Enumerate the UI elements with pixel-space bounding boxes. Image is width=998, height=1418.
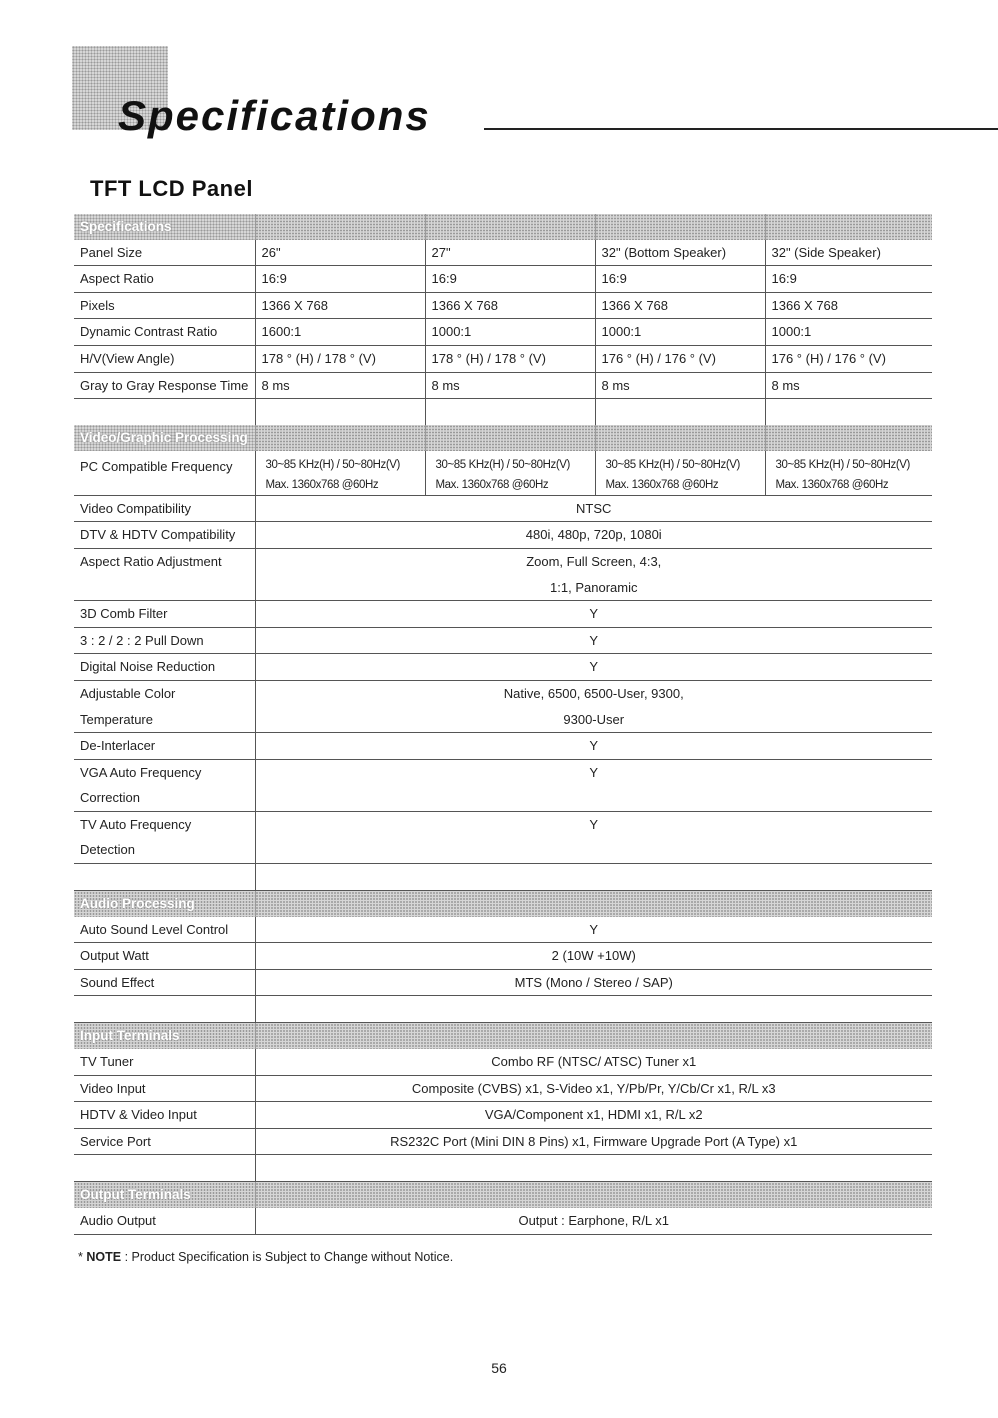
row-label: Sound Effect <box>74 969 255 996</box>
cell-value: 178 ° (H) / 178 ° (V) <box>425 345 595 372</box>
table-header-row <box>74 1182 932 1208</box>
table-row <box>74 345 932 372</box>
row-label: Video Compatibility <box>74 495 255 522</box>
table-row <box>74 451 932 496</box>
table-row <box>74 319 932 346</box>
row-label: Video Input <box>74 1075 255 1102</box>
cell-value: 16:9 <box>765 266 932 293</box>
header-output: Output Terminals <box>74 1182 255 1208</box>
header-video-graphic: Video/Graphic Processing <box>74 425 255 451</box>
row-label: H/V(View Angle) <box>74 345 255 372</box>
note-marker: * <box>78 1250 83 1264</box>
row-label: Output Watt <box>74 943 255 970</box>
cell-value: MTS (Mono / Stereo / SAP) <box>255 969 932 996</box>
row-label: De-Interlacer <box>74 733 255 760</box>
row-label: Aspect Ratio <box>74 266 255 293</box>
note-label: NOTE <box>86 1250 122 1264</box>
cell-value: 30~85 KHz(H) / 50~80Hz(V) Max. 1360x768 @60Hz <box>255 451 425 496</box>
table-row <box>74 372 932 399</box>
row-label: Panel Size <box>74 240 255 266</box>
row-label: HDTV & Video Input <box>74 1102 255 1129</box>
cell-value: 1366 X 768 <box>595 292 765 319</box>
row-label: PC Compatible Frequency <box>74 451 255 496</box>
row-label: Aspect Ratio Adjustment <box>74 548 255 600</box>
table-header-row <box>74 891 932 917</box>
cell-value: Native, 6500, 6500-User, 9300, 9300-User <box>255 680 932 732</box>
cell-value: Y <box>255 733 932 760</box>
page-title: Specifications <box>118 92 431 139</box>
cell-value: NTSC <box>255 495 932 522</box>
cell-value: RS232C Port (Mini DIN 8 Pins) x1, Firmware Upgrade Port (A Type) x1 <box>255 1128 932 1155</box>
row-label: 3D Comb Filter <box>74 601 255 628</box>
cell-value: 1366 X 768 <box>255 292 425 319</box>
row-label: VGA Auto Frequency Correction <box>74 759 255 811</box>
table-row <box>74 1208 932 1234</box>
table-row <box>74 1049 932 1075</box>
cell-value: 32" (Side Speaker) <box>765 240 932 266</box>
cell-value: 1600:1 <box>255 319 425 346</box>
cell-value: 27" <box>425 240 595 266</box>
row-label: Pixels <box>74 292 255 319</box>
table-row <box>74 811 932 863</box>
spec-table <box>74 214 932 1235</box>
table-row <box>74 917 932 943</box>
cell-value: 176 ° (H) / 176 ° (V) <box>595 345 765 372</box>
cell-value: Y <box>255 654 932 681</box>
table-row <box>74 759 932 811</box>
table-row <box>74 1128 932 1155</box>
cell-value: 1366 X 768 <box>425 292 595 319</box>
table-header-row <box>74 214 932 240</box>
cell-value: 30~85 KHz(H) / 50~80Hz(V) Max. 1360x768 @60Hz <box>765 451 932 496</box>
table-row <box>74 680 932 732</box>
cell-value: 16:9 <box>425 266 595 293</box>
table-row <box>74 601 932 628</box>
cell-value: 30~85 KHz(H) / 50~80Hz(V) Max. 1360x768 @60Hz <box>425 451 595 496</box>
table-row <box>74 627 932 654</box>
row-label: TV Tuner <box>74 1049 255 1075</box>
cell-value: 1000:1 <box>595 319 765 346</box>
page-number: 56 <box>491 1360 507 1376</box>
row-label: Dynamic Contrast Ratio <box>74 319 255 346</box>
table-row <box>74 943 932 970</box>
cell-value: Zoom, Full Screen, 4:3, 1:1, Panoramic <box>255 548 932 600</box>
table-row <box>74 548 932 600</box>
table-row <box>74 969 932 996</box>
cell-value: Y <box>255 811 932 863</box>
row-label: Adjustable Color Temperature <box>74 680 255 732</box>
table-row <box>74 1102 932 1129</box>
cell-value: 8 ms <box>595 372 765 399</box>
cell-value: VGA/Component x1, HDMI x1, R/L x2 <box>255 1102 932 1129</box>
cell-value: 8 ms <box>425 372 595 399</box>
table-row <box>74 495 932 522</box>
row-label: Digital Noise Reduction <box>74 654 255 681</box>
table-row <box>74 733 932 760</box>
row-label: 3 : 2 / 2 : 2 Pull Down <box>74 627 255 654</box>
table-row <box>74 1075 932 1102</box>
cell-value: 1000:1 <box>425 319 595 346</box>
cell-value: Output : Earphone, R/L x1 <box>255 1208 932 1234</box>
cell-value: 16:9 <box>255 266 425 293</box>
table-row <box>74 522 932 549</box>
footnote <box>78 1250 453 1264</box>
cell-value: Y <box>255 917 932 943</box>
table-row <box>74 266 932 293</box>
row-label: Audio Output <box>74 1208 255 1234</box>
cell-value: 2 (10W +10W) <box>255 943 932 970</box>
cell-value: 1000:1 <box>765 319 932 346</box>
cell-value: 32" (Bottom Speaker) <box>595 240 765 266</box>
cell-value: 176 ° (H) / 176 ° (V) <box>765 345 932 372</box>
cell-value: Y <box>255 601 932 628</box>
cell-value: 178 ° (H) / 178 ° (V) <box>255 345 425 372</box>
table-row <box>74 292 932 319</box>
row-label: TV Auto Frequency Detection <box>74 811 255 863</box>
table-header-row <box>74 1023 932 1049</box>
cell-value: 30~85 KHz(H) / 50~80Hz(V) Max. 1360x768 @60Hz <box>595 451 765 496</box>
cell-value: Y <box>255 627 932 654</box>
section-title: TFT LCD Panel <box>90 176 253 201</box>
cell-value: Composite (CVBS) x1, S-Video x1, Y/Pb/Pr, Y/Cb/Cr x1, R/L x3 <box>255 1075 932 1102</box>
row-label: Service Port <box>74 1128 255 1155</box>
cell-value: Combo RF (NTSC/ ATSC) Tuner x1 <box>255 1049 932 1075</box>
cell-value: 480i, 480p, 720p, 1080i <box>255 522 932 549</box>
title-rule <box>484 128 998 130</box>
cell-value: 8 ms <box>765 372 932 399</box>
table-row <box>74 240 932 266</box>
row-label: Gray to Gray Response Time <box>74 372 255 399</box>
header-input: Input Terminals <box>74 1023 255 1049</box>
cell-value: 8 ms <box>255 372 425 399</box>
header-specifications: Specifications <box>74 214 255 240</box>
cell-value: 26" <box>255 240 425 266</box>
cell-value: Y <box>255 759 932 811</box>
table-row <box>74 654 932 681</box>
row-label: Auto Sound Level Control <box>74 917 255 943</box>
cell-value: 1366 X 768 <box>765 292 932 319</box>
row-label: DTV & HDTV Compatibility <box>74 522 255 549</box>
header-audio: Audio Processing <box>74 891 255 917</box>
table-header-row <box>74 425 932 451</box>
note-text: : Product Specification is Subject to Change without Notice. <box>124 1250 454 1264</box>
cell-value: 16:9 <box>595 266 765 293</box>
